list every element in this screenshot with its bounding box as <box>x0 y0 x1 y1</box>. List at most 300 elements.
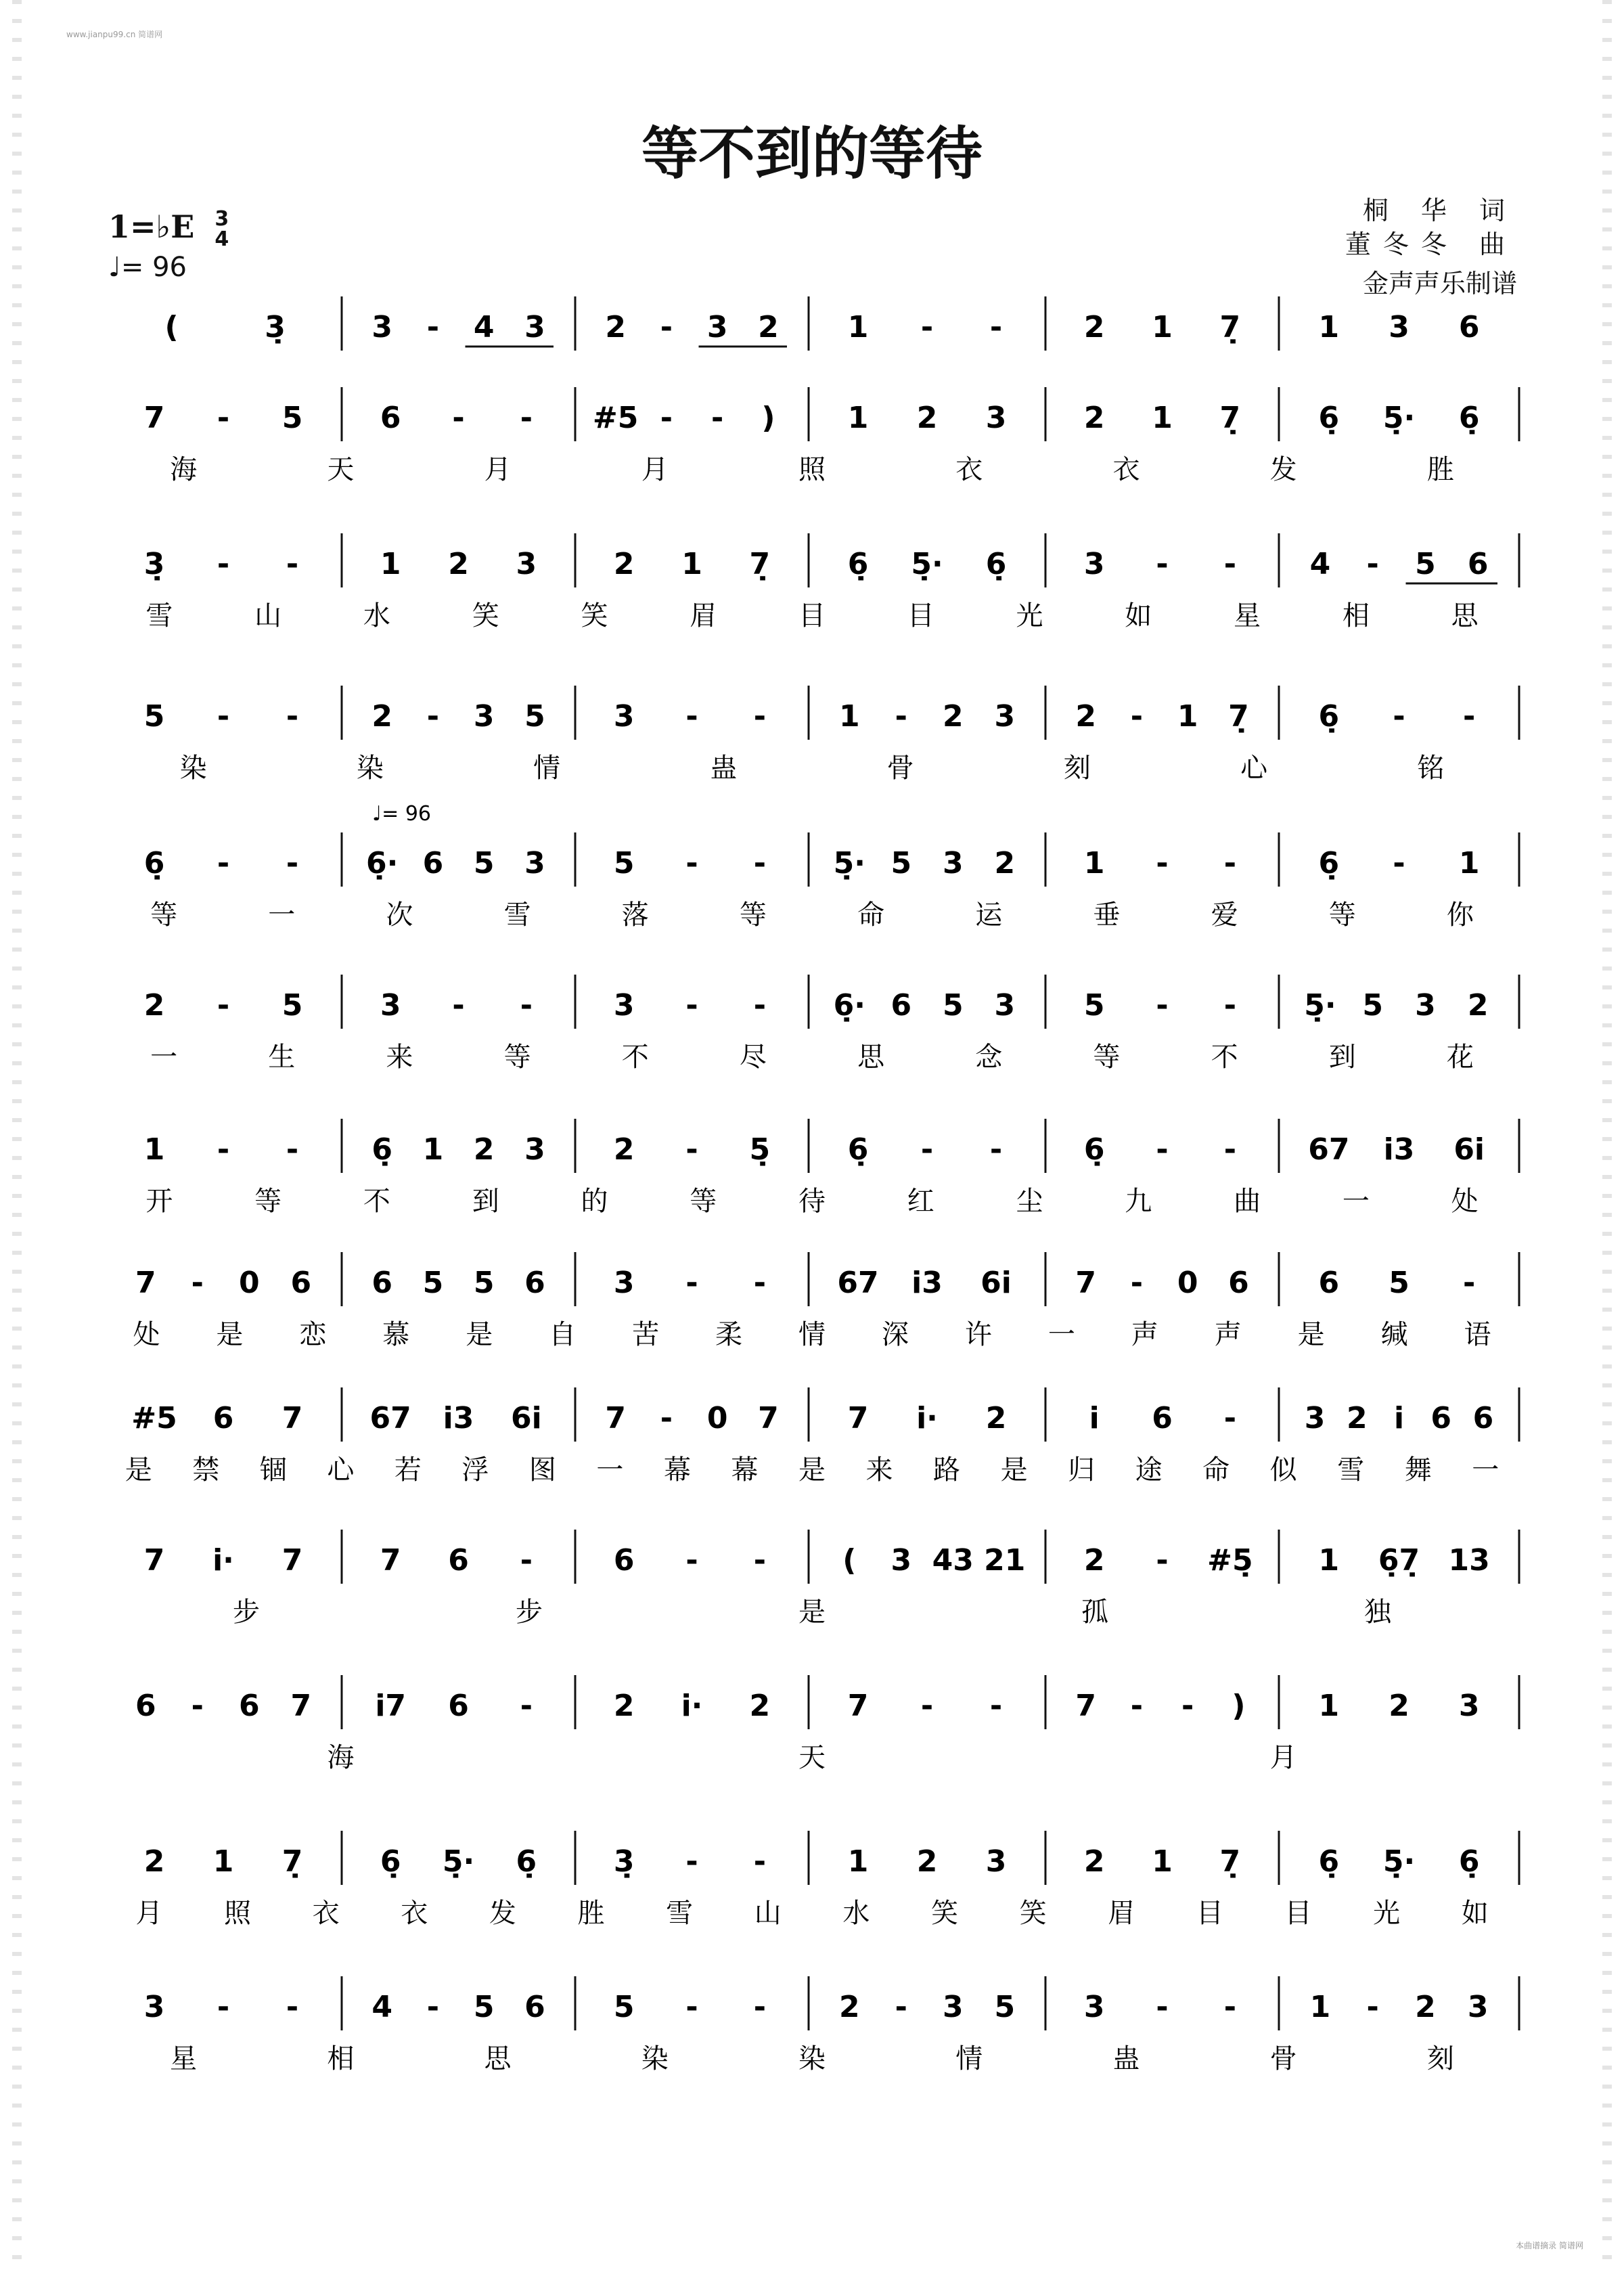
note: - <box>920 310 934 344</box>
lyric-syllable: 刻 <box>1426 2043 1454 2074</box>
note: 1 <box>1177 699 1198 734</box>
note: 3 <box>1083 547 1105 581</box>
note: 1 <box>1152 310 1173 344</box>
note: 6 <box>212 1401 234 1436</box>
lyric-syllable: 九 <box>1125 1186 1152 1217</box>
lyric-syllable: 目 <box>907 600 934 631</box>
note: 5 <box>524 699 545 734</box>
note: 6̣ <box>1458 1844 1480 1879</box>
lyric-syllable: 似 <box>1269 1454 1297 1486</box>
lyric-syllable: 心 <box>1240 753 1268 784</box>
note: - <box>1223 1132 1236 1167</box>
note: - <box>1463 1266 1476 1300</box>
note: 1 <box>1152 401 1173 435</box>
note: - <box>1156 1132 1169 1167</box>
note: - <box>685 1266 698 1300</box>
note: 2 <box>448 547 469 581</box>
note: - <box>685 1990 698 2024</box>
note: 3 <box>1304 1401 1326 1436</box>
lyric-syllable: 不 <box>1211 1042 1238 1073</box>
lyric-syllable: 心 <box>327 1454 355 1486</box>
note: 3 <box>473 699 495 734</box>
note: - <box>452 988 465 1023</box>
note: 7 <box>1075 1689 1096 1723</box>
lyric-syllable: 海 <box>327 1742 355 1773</box>
note: 3 <box>1083 1990 1105 2024</box>
note: 2 <box>371 699 392 734</box>
lyric-syllable: 是 <box>798 1597 826 1628</box>
note: - <box>286 547 299 581</box>
lyric-syllable: 等 <box>690 1186 717 1217</box>
lyric-syllable: 水 <box>842 1898 870 1929</box>
note: 6 <box>613 1543 635 1578</box>
note: 3 <box>371 310 392 344</box>
note: 6̣ <box>1083 1132 1105 1167</box>
note: - <box>217 401 230 435</box>
lyric-syllable: 恋 <box>299 1319 327 1350</box>
lyric-syllable: 月 <box>1269 1742 1297 1773</box>
lyric-syllable: 照 <box>223 1898 251 1929</box>
note: - <box>753 846 766 881</box>
lyric-syllable: 衣 <box>1112 454 1140 485</box>
note: - <box>1181 1689 1194 1723</box>
note: 2 <box>916 1844 938 1879</box>
lyric-syllable: 眉 <box>690 600 717 631</box>
lyric-syllable: 命 <box>857 899 885 931</box>
note: 1 <box>681 547 702 581</box>
note: 5 <box>473 1990 495 2024</box>
lyric-syllable: 发 <box>1269 454 1297 485</box>
note: 6 <box>524 1266 545 1300</box>
note: 3 <box>1389 310 1409 344</box>
lyric-syllable: 思 <box>1451 600 1479 631</box>
lyric-syllable: 海 <box>170 454 198 485</box>
lyric-syllable: 染 <box>798 2043 826 2074</box>
lyric-syllable: 是 <box>125 1454 152 1486</box>
note: 7 <box>135 1266 156 1300</box>
lyric-syllable: 思 <box>484 2043 512 2074</box>
lyric-syllable: 染 <box>641 2043 669 2074</box>
lyric-syllable: 独 <box>1364 1597 1391 1628</box>
note: 7 <box>758 1401 779 1436</box>
note: 2 <box>942 699 964 734</box>
note: 6̣ <box>371 1132 392 1167</box>
note: 1 <box>1318 1543 1340 1578</box>
note: - <box>895 1990 907 2024</box>
lyric-syllable: 念 <box>975 1042 1003 1073</box>
lyric-syllable: 一 <box>1047 1319 1075 1350</box>
note: 2 <box>605 310 626 344</box>
note: - <box>710 401 724 435</box>
note: - <box>920 1132 934 1167</box>
note: - <box>286 699 299 734</box>
note: 7 <box>143 401 165 435</box>
lyric-syllable: 目 <box>1196 1898 1223 1929</box>
note: 3 <box>613 1266 635 1300</box>
note: - <box>660 1401 673 1436</box>
note: - <box>217 547 230 581</box>
note: 1 <box>847 401 869 435</box>
lyric-syllable: 蛊 <box>710 753 738 784</box>
note: 6 <box>1228 1266 1249 1300</box>
note: 5 <box>281 988 303 1023</box>
note: - <box>191 1266 204 1300</box>
lyric-syllable: 语 <box>1464 1319 1491 1350</box>
note: 1 <box>838 699 860 734</box>
lyric-syllable: 曲 <box>1234 1186 1261 1217</box>
lyric-syllable: 染 <box>356 753 384 784</box>
note: - <box>660 310 673 344</box>
note: 6̣ <box>985 547 1007 581</box>
note: 7̣ <box>1228 699 1249 734</box>
note: - <box>217 1990 230 2024</box>
lyric-syllable: 自 <box>549 1319 577 1350</box>
tempo-change-marking: ♩= 96 <box>372 802 431 826</box>
note: - <box>989 1689 1003 1723</box>
note: 2 <box>143 1844 165 1879</box>
lyric-syllable: 是 <box>1297 1319 1325 1350</box>
note: 0 <box>238 1266 260 1300</box>
lyric-syllable: 笑 <box>930 1898 958 1929</box>
time-signature-top: 3 <box>215 207 229 231</box>
note: 3 <box>380 988 401 1023</box>
lyric-syllable: 天 <box>327 454 355 485</box>
lyric-syllable: 雪 <box>1337 1454 1365 1486</box>
note: 1 <box>847 1844 869 1879</box>
note: - <box>1223 1401 1236 1436</box>
note: - <box>1130 1266 1144 1300</box>
lyric-syllable: 是 <box>466 1319 493 1350</box>
lyric-syllable: 落 <box>621 899 649 931</box>
note: 5 <box>473 846 495 881</box>
lyric-syllable: 笑 <box>581 600 608 631</box>
note: - <box>286 846 299 881</box>
lyric-syllable: 等 <box>503 1042 531 1073</box>
lyric-syllable: 笑 <box>472 600 499 631</box>
note: 2 <box>985 1401 1007 1436</box>
lyric-syllable: 目 <box>798 600 826 631</box>
note: 6 <box>238 1689 260 1723</box>
lyric-syllable: 苦 <box>632 1319 660 1350</box>
lyric-syllable: 浮 <box>461 1454 489 1486</box>
lyric-syllable: 处 <box>1451 1186 1479 1217</box>
lyric-syllable: 慕 <box>382 1319 410 1350</box>
time-signature-bottom: 4 <box>215 227 229 251</box>
note: 2 <box>1083 1844 1105 1879</box>
note: 2 <box>1346 1401 1368 1436</box>
note: 6̣ <box>1318 1844 1340 1879</box>
lyric-syllable: 声 <box>1214 1319 1242 1350</box>
note: 5̣· <box>911 547 943 581</box>
lyric-syllable: 许 <box>964 1319 992 1350</box>
note: 6 <box>290 1266 312 1300</box>
lyric-syllable: 是 <box>216 1319 244 1350</box>
note: 2 <box>613 1689 635 1723</box>
lyric-syllable: 发 <box>489 1898 516 1929</box>
note: 1 <box>422 1132 444 1167</box>
lyric-syllable: 孤 <box>1081 1597 1108 1628</box>
note: 6 <box>135 1689 156 1723</box>
note: - <box>426 310 440 344</box>
note: 6̣ <box>1458 401 1480 435</box>
note: - <box>753 1543 766 1578</box>
note: 6 <box>380 401 401 435</box>
lyric-syllable: 胜 <box>1426 454 1454 485</box>
note: 3 <box>613 699 635 734</box>
lyric-syllable: 衣 <box>955 454 983 485</box>
lyric-syllable: 天 <box>798 1742 826 1773</box>
lyric-syllable: 衣 <box>401 1898 428 1929</box>
note: 6i <box>510 1401 542 1436</box>
lyric-syllable: 如 <box>1461 1898 1489 1929</box>
note: 1 <box>1318 1689 1340 1723</box>
note: 7̣ <box>749 547 771 581</box>
note: 3 <box>524 846 545 881</box>
lyric-syllable: 情 <box>798 1319 826 1350</box>
lyric-syllable: 垂 <box>1093 899 1121 931</box>
note: - <box>753 699 766 734</box>
note: 1 <box>380 547 401 581</box>
note: 7 <box>1075 1266 1096 1300</box>
note: 5̣· <box>1382 401 1416 435</box>
note: 7 <box>290 1689 312 1723</box>
note: 1 <box>143 1132 165 1167</box>
note: - <box>685 846 698 881</box>
note: 5 <box>1415 547 1436 581</box>
note: 6̣ <box>1318 401 1340 435</box>
note: 2 <box>1467 988 1489 1023</box>
note: i3 <box>1383 1132 1415 1167</box>
note: 3̣ <box>265 310 286 344</box>
note: - <box>753 1990 766 2024</box>
note: 1 <box>847 310 869 344</box>
lyric-syllable: 雪 <box>145 600 173 631</box>
note: 6 <box>1467 547 1489 581</box>
lyric-syllable: 若 <box>394 1454 422 1486</box>
note: 6 <box>524 1990 545 2024</box>
note: 5 <box>1083 988 1105 1023</box>
lyric-syllable: 不 <box>621 1042 649 1073</box>
note: - <box>520 401 533 435</box>
note: - <box>452 401 465 435</box>
note: - <box>286 1990 299 2024</box>
lyric-syllable: 到 <box>1328 1042 1356 1073</box>
note: 2 <box>473 1132 495 1167</box>
note: - <box>685 699 698 734</box>
note: 3 <box>942 1990 964 2024</box>
note: 67 <box>1308 1132 1350 1167</box>
note: - <box>753 1266 766 1300</box>
lyric-syllable: 你 <box>1446 899 1474 931</box>
lyric-syllable: 月 <box>641 454 669 485</box>
lyric-syllable: 的 <box>581 1186 608 1217</box>
note: - <box>660 401 673 435</box>
note: - <box>1130 1689 1144 1723</box>
note: 21 <box>984 1543 1026 1578</box>
lyric-syllable: 一 <box>1342 1186 1370 1217</box>
note: - <box>286 1132 299 1167</box>
note: #5 <box>131 1401 177 1436</box>
lyric-syllable: 等 <box>150 899 178 931</box>
lyric-syllable: 柔 <box>715 1319 743 1350</box>
note: - <box>217 988 230 1023</box>
lyric-syllable: 月 <box>484 454 512 485</box>
note: i7 <box>375 1689 407 1723</box>
note: 6̣ <box>1318 699 1340 734</box>
note: 6 <box>448 1543 469 1578</box>
note: 1 <box>212 1844 234 1879</box>
note: - <box>1156 1990 1169 2024</box>
note: - <box>1223 547 1236 581</box>
lyric-syllable: 月 <box>135 1898 163 1929</box>
note: 2 <box>1415 1990 1436 2024</box>
note: - <box>426 699 440 734</box>
note: 7 <box>380 1543 401 1578</box>
note: 2 <box>613 547 635 581</box>
note: 3 <box>706 310 728 344</box>
note: 5 <box>143 699 165 734</box>
note: 5 <box>281 401 303 435</box>
note: 6i <box>980 1266 1012 1300</box>
lyric-syllable: 等 <box>739 899 767 931</box>
lyric-syllable: 深 <box>881 1319 909 1350</box>
note: 7̣ <box>1219 310 1241 344</box>
lyric-syllable: 步 <box>516 1597 543 1628</box>
note: - <box>217 846 230 881</box>
note: 2 <box>994 846 1016 881</box>
lyric-syllable: 尽 <box>739 1042 767 1073</box>
note: 6 <box>371 1266 392 1300</box>
lyric-syllable: 图 <box>528 1454 556 1486</box>
note: 1 <box>1083 846 1105 881</box>
source-note: www.jianpu99.cn 简谱网 <box>66 30 163 39</box>
note: - <box>685 1132 698 1167</box>
note: 6 <box>422 846 444 881</box>
note: 2 <box>143 988 165 1023</box>
note: 67 <box>837 1266 879 1300</box>
note: - <box>1130 699 1144 734</box>
note: 6̣ <box>847 547 869 581</box>
note: 0 <box>1177 1266 1198 1300</box>
note: 5̣ <box>749 1132 771 1167</box>
note: 3 <box>1415 988 1436 1023</box>
note: #5̣ <box>1207 1543 1253 1578</box>
lyric-syllable: 铭 <box>1417 753 1445 784</box>
lyric-syllable: 开 <box>145 1186 173 1217</box>
note: 2 <box>758 310 779 344</box>
note: 7 <box>143 1543 165 1578</box>
note: 3 <box>942 846 964 881</box>
lyric-syllable: 命 <box>1202 1454 1230 1486</box>
note: - <box>1366 1990 1379 2024</box>
tempo-marking: ♩= 96 <box>108 252 187 283</box>
note: 5 <box>1389 1266 1409 1300</box>
lyric-syllable: 缄 <box>1380 1319 1408 1350</box>
note: 2 <box>613 1132 635 1167</box>
note: 3 <box>890 1543 912 1578</box>
lyric-syllable: 处 <box>133 1319 160 1350</box>
note: 6̣ <box>1318 846 1340 881</box>
note: 6̣· <box>833 988 865 1023</box>
lyric-syllable: 尘 <box>1016 1186 1043 1217</box>
note: 1 <box>1309 1990 1331 2024</box>
footer-watermark: 本曲谱摘录 简谱网 <box>1516 2241 1583 2250</box>
lyric-syllable: 一 <box>268 899 296 931</box>
note: 3 <box>516 547 537 581</box>
note: 2 <box>749 1689 771 1723</box>
note: 3 <box>985 401 1007 435</box>
note: 3 <box>985 1844 1007 1879</box>
lyric-syllable: 锢 <box>259 1454 287 1486</box>
note: 13 <box>1448 1543 1490 1578</box>
note: 3 <box>613 988 635 1023</box>
lyric-syllable: 笑 <box>1019 1898 1047 1929</box>
note: 6 <box>890 988 912 1023</box>
lyric-syllable: 山 <box>254 600 282 631</box>
lyric-syllable: 骨 <box>886 753 914 784</box>
note: 7 <box>847 1689 869 1723</box>
lyric-syllable: 爱 <box>1211 899 1238 931</box>
lyric-syllable: 次 <box>386 899 413 931</box>
note: 6̣· <box>365 846 399 881</box>
lyric-syllable: 红 <box>907 1186 934 1217</box>
lyric-syllable: 等 <box>1093 1042 1121 1073</box>
note: - <box>1393 846 1405 881</box>
lyric-syllable: 光 <box>1016 600 1043 631</box>
note: 1 <box>1152 1844 1173 1879</box>
note: 6̣ <box>380 1844 401 1879</box>
lyric-syllable: 星 <box>1234 600 1261 631</box>
lyric-syllable: 骨 <box>1269 2043 1297 2074</box>
note: - <box>920 1689 934 1723</box>
lyric-syllable: 舞 <box>1404 1454 1432 1486</box>
note: 2 <box>1389 1689 1409 1723</box>
note: 67 <box>369 1401 411 1436</box>
note: - <box>1366 547 1379 581</box>
lyric-syllable: 路 <box>933 1454 961 1486</box>
note: i <box>1089 1401 1100 1436</box>
lyric-syllable: 照 <box>798 454 826 485</box>
note: 43 <box>932 1543 974 1578</box>
note: 5̣· <box>1304 988 1336 1023</box>
note: 3 <box>994 988 1016 1023</box>
note: - <box>1223 846 1236 881</box>
note: 2 <box>1083 401 1105 435</box>
lyric-syllable: 山 <box>754 1898 782 1929</box>
page-title: 等不到的等待 <box>641 120 983 187</box>
note: - <box>426 1990 440 2024</box>
lyric-syllable: 步 <box>233 1597 260 1628</box>
lyric-syllable: 来 <box>865 1454 893 1486</box>
note: ( <box>842 1543 857 1578</box>
lyric-syllable: 刻 <box>1063 753 1091 784</box>
note: - <box>1223 988 1236 1023</box>
note: 4 <box>371 1990 392 2024</box>
note: 7̣ <box>1219 1844 1241 1879</box>
lyric-syllable: 一 <box>596 1454 624 1486</box>
note: 5 <box>890 846 912 881</box>
note: - <box>753 988 766 1023</box>
key-label: 1=♭E <box>108 208 195 245</box>
note: 6̣ <box>847 1132 869 1167</box>
note: 4 <box>1309 547 1331 581</box>
note: #5 <box>592 401 639 435</box>
note: - <box>520 988 533 1023</box>
note: 6̣7̣ <box>1378 1543 1420 1578</box>
note: 2 <box>1083 310 1105 344</box>
note: i <box>1393 1401 1405 1436</box>
note: - <box>989 1132 1003 1167</box>
